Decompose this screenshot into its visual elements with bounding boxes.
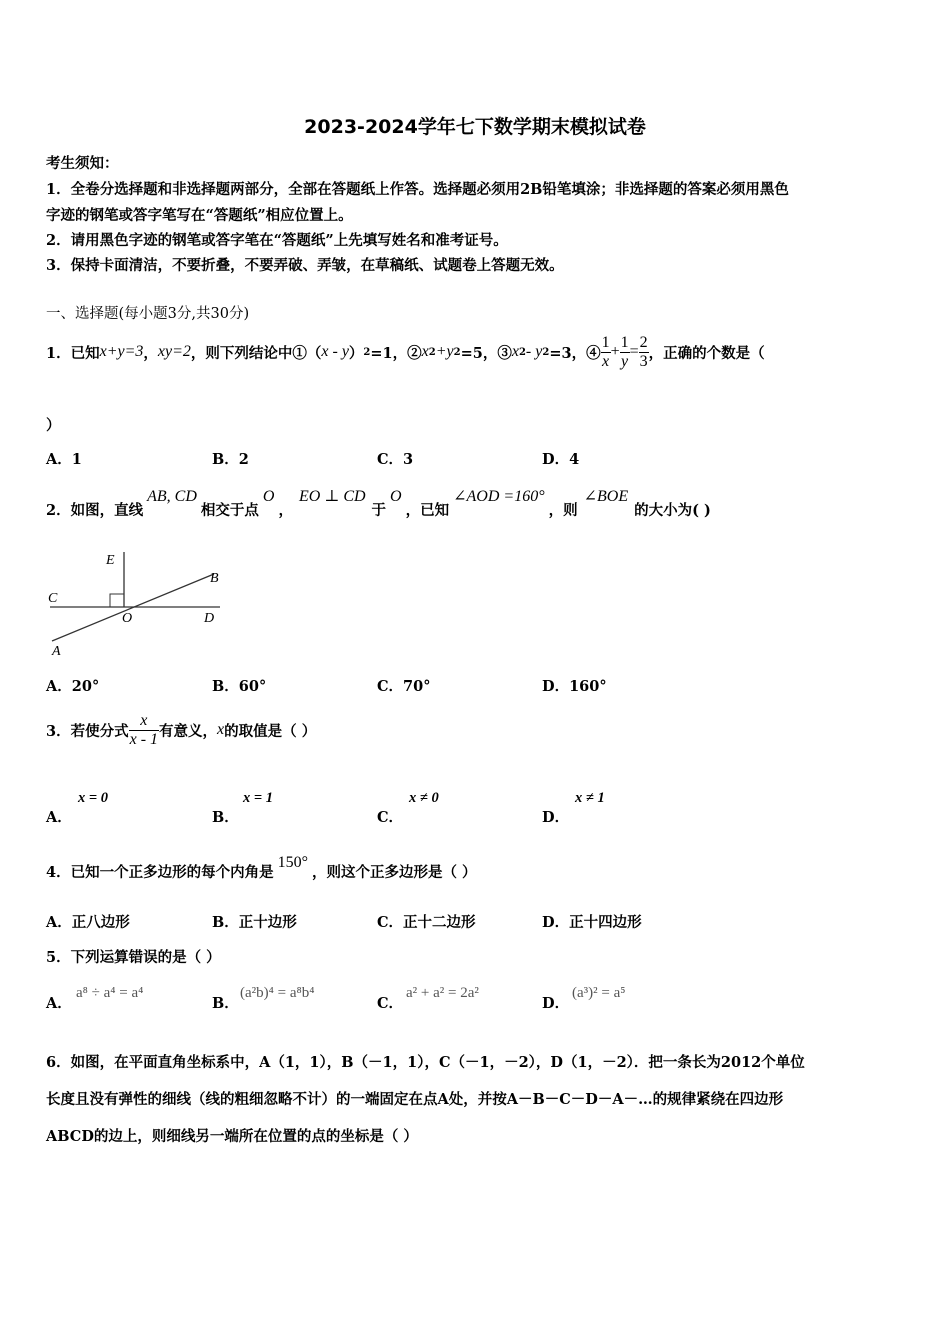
q1-expr3c: =3，④ — [549, 344, 601, 362]
q2-point-o2: O — [390, 488, 402, 505]
notice-item-3: 3．保持卡面清洁，不要折叠，不要弄破、弄皱，在草稿纸、试题卷上答题无效。 — [46, 257, 564, 274]
q1-expr2-sup1: 2 — [428, 346, 436, 358]
q2-option-c-label: C． — [377, 678, 404, 695]
q2-option-d-value: 160° — [569, 678, 607, 695]
q5-option-c-label: C． — [377, 995, 404, 1012]
q1-frac1 — [601, 334, 611, 371]
notice-item-1-cont: 字迹的钢笔或答字笔写在“答题纸”相应位置上。 — [46, 207, 353, 224]
q4-option-c[interactable] — [377, 911, 476, 932]
q5-option-a-value: a⁸ ÷ a⁴ = a⁴ — [76, 985, 144, 1001]
q1-frac3 — [639, 334, 649, 371]
q2-option-a-label: A． — [46, 678, 72, 695]
question-5 — [46, 946, 221, 967]
q1-close: ） — [46, 417, 61, 434]
q2-angle-boe: ∠BOE — [583, 488, 629, 505]
q1-expr2c: =5，③ — [460, 344, 512, 362]
q1-option-d-label: D． — [542, 451, 570, 468]
q4-option-a[interactable] — [46, 911, 130, 932]
question-1 — [46, 330, 765, 374]
q1-frac1-num: 1 — [601, 333, 610, 351]
q3-frac-den: x - 1 — [129, 730, 159, 748]
q1-eq: = — [629, 343, 639, 360]
q2-angle-aod: ∠AOD =160° — [453, 488, 545, 505]
q2-text-d: 于 — [371, 502, 387, 519]
q1-option-d[interactable] — [542, 448, 579, 469]
q5-option-c-value: a² + a² = 2a² — [406, 985, 479, 1001]
q1-number: 1． — [46, 344, 71, 362]
q3-option-b-value: x = 1 — [243, 790, 274, 806]
q1-expr2-sup2: 2 — [453, 346, 461, 358]
q2-point-o: O — [262, 488, 275, 505]
label-o: O — [122, 611, 133, 626]
q1-cond1: x+y=3 — [99, 343, 144, 360]
q1-frac3-den: 3 — [639, 352, 648, 370]
q2-text-b: 相交于点 — [200, 502, 259, 519]
q4-option-d-value: 正十四边形 — [569, 914, 642, 931]
q1-cond2: xy=2 — [157, 343, 191, 360]
q3-option-d-label: D． — [542, 809, 570, 826]
q4-option-b-label: B． — [212, 914, 239, 931]
q3-option-c-value: x ≠ 0 — [409, 790, 439, 806]
q4-option-b-value: 正十边形 — [238, 914, 297, 931]
q1-frac3-num: 2 — [639, 333, 648, 351]
question-2 — [46, 480, 711, 520]
q1-text-d: =1，② — [370, 344, 422, 362]
q2-option-d[interactable] — [542, 675, 607, 696]
q5-number: 5． — [46, 949, 71, 966]
question-3 — [46, 708, 316, 752]
q2-option-c[interactable] — [377, 675, 430, 696]
q1-sup: 2 — [363, 346, 371, 358]
q5-option-a-label: A． — [46, 995, 72, 1012]
q2-option-a[interactable] — [46, 675, 99, 696]
q1-expr3-sup2: 2 — [542, 346, 550, 358]
q5-option-d[interactable] — [542, 992, 569, 1013]
q3-option-a-value: x = 0 — [78, 790, 109, 806]
q1-option-a-value: 1 — [71, 451, 82, 468]
q1-expr1: x - y — [321, 343, 349, 360]
q3-option-d-value: x ≠ 1 — [575, 790, 605, 806]
q5-option-d-value: (a³)² = a⁵ — [572, 985, 626, 1001]
q2-option-a-value: 20° — [71, 678, 100, 695]
q1-option-d-value: 4 — [569, 451, 580, 468]
q1-plus: + — [610, 343, 620, 360]
q1-option-a[interactable] — [46, 448, 82, 469]
q2-text-g: 的大小为( ) — [634, 502, 711, 519]
q1-expr3a: x — [511, 343, 519, 360]
q5-option-a[interactable] — [46, 992, 72, 1013]
q3-option-c[interactable] — [377, 806, 403, 827]
q3-option-a[interactable] — [46, 806, 72, 827]
q1-frac2-num: 1 — [620, 333, 629, 351]
q2-lines: AB, CD — [147, 488, 197, 505]
question-6-line-2: 长度且没有弹性的细线（线的粗细忽略不计）的一端固定在点A处，并按A－B－C－D－A－…的规律紧绕在四边形 — [46, 1091, 784, 1108]
q2-text-a: 如图，直线 — [70, 502, 144, 519]
q3-option-b-label: B． — [212, 809, 239, 826]
right-angle-mark — [110, 594, 124, 607]
q5-option-b[interactable] — [212, 992, 239, 1013]
question-6-line-3: ABCD的边上，则细线另一端所在位置的点的坐标是（ ） — [46, 1128, 418, 1145]
q4-option-a-value: 正八边形 — [71, 914, 130, 931]
q1-text-c: ） — [348, 344, 364, 362]
label-e: E — [106, 553, 115, 568]
q2-figure — [44, 544, 234, 660]
q4-text-b: ，则这个正多边形是（ ） — [312, 864, 477, 881]
question-6-line-1: 6．如图，在平面直角坐标系中，A（1，1），B（－1，1），C（－1，－2），D（1，－2）．把一条长为2012个单位 — [46, 1054, 805, 1071]
q3-option-a-label: A． — [46, 809, 72, 826]
q2-number: 2． — [46, 502, 71, 519]
q1-option-c[interactable] — [377, 448, 413, 469]
q1-expr2a: x — [421, 343, 429, 360]
q1-text-b: ，则下列结论中①（ — [190, 344, 322, 362]
q2-text-e: ，已知 — [405, 502, 450, 519]
notice-item-2: 2．请用黑色字迹的钢笔或答字笔在“答题纸”上先填写姓名和准考证号。 — [46, 232, 508, 249]
q1-option-b-label: B． — [212, 451, 239, 468]
label-d: D — [204, 611, 215, 626]
q1-expr2b: +y — [435, 343, 454, 360]
q2-option-d-label: D． — [542, 678, 570, 695]
q1-option-a-label: A． — [46, 451, 72, 468]
q3-option-d[interactable] — [542, 806, 569, 827]
q4-option-a-label: A． — [46, 914, 72, 931]
q4-option-b[interactable] — [212, 911, 297, 932]
q2-perp: EO ⊥ CD — [298, 488, 366, 505]
q3-text-c: 的取值是（ ） — [224, 722, 317, 740]
label-c: C — [48, 591, 58, 606]
q4-option-d[interactable] — [542, 911, 642, 932]
q1-text-a: 已知 — [70, 344, 100, 362]
q5-option-d-label: D． — [542, 995, 570, 1012]
question-4 — [46, 852, 477, 882]
q1-option-b[interactable] — [212, 448, 249, 469]
q1-frac1-den: x — [602, 352, 610, 370]
q2-text-c: ， — [278, 502, 293, 519]
q2-option-b[interactable] — [212, 675, 266, 696]
q2-text-f: ，则 — [548, 502, 578, 519]
q2-option-b-label: B． — [212, 678, 239, 695]
q1-expr3-sup1: 2 — [518, 346, 526, 358]
q3-text-a: 若使分式 — [70, 722, 129, 740]
q3-frac-num: x — [129, 712, 159, 731]
label-b: B — [210, 571, 219, 586]
label-a: A — [52, 644, 61, 659]
q4-angle: 150° — [277, 854, 308, 871]
q3-fraction — [129, 712, 159, 749]
q1-frac2 — [620, 334, 630, 371]
q1-sep1: ， — [143, 344, 158, 362]
q1-expr3b: - y — [525, 343, 543, 360]
q1-option-c-value: 3 — [403, 451, 414, 468]
q1-option-c-label: C． — [377, 451, 404, 468]
q3-var: x — [217, 721, 225, 738]
q4-text-a: 已知一个正多边形的每个内角是 — [70, 864, 274, 881]
q3-text-b: 有意义， — [159, 722, 218, 740]
q3-option-c-label: C． — [377, 809, 404, 826]
q4-option-c-label: C． — [377, 914, 404, 931]
q1-frac2-den: y — [621, 352, 629, 370]
q4-option-d-label: D． — [542, 914, 570, 931]
q1-option-b-value: 2 — [238, 451, 249, 468]
notice-item-1: 1．全卷分选择题和非选择题两部分，全部在答题纸上作答。选择题必须用2B铅笔填涂；非选择题的答案必须用黑色 — [46, 181, 789, 198]
q1-text-e: ，正确的个数是（ — [648, 344, 765, 362]
notice-heading: 考生须知： — [46, 155, 119, 172]
q2-option-b-value: 60° — [238, 678, 267, 695]
q5-text: 下列运算错误的是（ ） — [70, 949, 221, 966]
section-heading: 一、选择题(每小题3分,共30分) — [46, 306, 250, 322]
q5-option-b-value: (a²b)⁴ = a⁸b⁴ — [240, 985, 315, 1001]
exam-title: 2023-2024学年七下数学期末模拟试卷 — [304, 116, 646, 138]
q2-option-c-value: 70° — [403, 678, 431, 695]
q5-option-c[interactable] — [377, 992, 403, 1013]
q4-option-c-value: 正十二边形 — [403, 914, 476, 931]
q5-option-b-label: B． — [212, 995, 239, 1012]
q3-option-b[interactable] — [212, 806, 239, 827]
q3-number: 3． — [46, 722, 71, 740]
q4-number: 4． — [46, 864, 71, 881]
